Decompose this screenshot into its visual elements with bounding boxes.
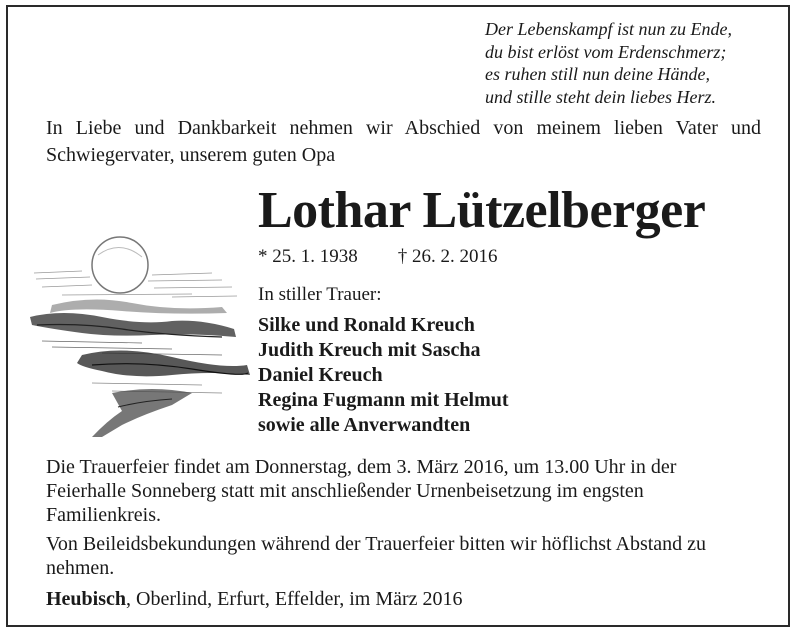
poem-line: es ruhen still nun deine Hände, [485, 64, 710, 84]
poem [485, 18, 732, 108]
death-date: † 26. 2. 2016 [397, 246, 498, 267]
signature-line [46, 588, 463, 611]
birth-date: * 25. 1. 1938 [258, 246, 358, 267]
mourner-name: Judith Kreuch mit Sascha [258, 339, 481, 361]
mourner-name: Silke und Ronald Kreuch [258, 314, 475, 336]
condolence-note: Von Beileidsbekundungen während der Trauerfeier bitten wir höflichst Abstand zu nehmen. [46, 533, 707, 579]
mourner-name: Regina Fugmann mit Helmut [258, 389, 509, 411]
poem-line: du bist erlöst vom Erdenschmerz; [485, 41, 727, 62]
poem-line: und stille steht dein liebes Herz. [485, 86, 716, 107]
mourner-name: sowie alle Anverwandten [258, 414, 471, 436]
deceased-name: Lothar Lützelberger [258, 182, 706, 239]
intro-text: In Liebe und Dankbarkeit nehmen wir Abschied von meinem lieben Vater und Schwiegervater, unserem guten Opa [46, 117, 761, 166]
signature-place: Heubisch [46, 588, 127, 610]
service-info [46, 455, 761, 585]
signature-rest: , Oberlind, Erfurt, Effelder, im März 2016 [126, 588, 463, 610]
mourner-list [258, 313, 509, 438]
sun-over-sea-sketch-icon [22, 225, 257, 440]
service-paragraph: Die Trauerfeier findet am Donnerstag, dem 3. März 2016, um 13.00 Uhr in der Feierhalle Sonneberg statt mit anschließender Urnenbeisetzung im engsten Familienkreis. [46, 456, 677, 526]
mourner-name: Daniel Kreuch [258, 364, 383, 386]
poem-line: Der Lebenskampf ist nun zu Ende, [485, 19, 732, 39]
mourning-label: In stiller Trauer: [258, 284, 382, 305]
life-dates [258, 246, 498, 268]
